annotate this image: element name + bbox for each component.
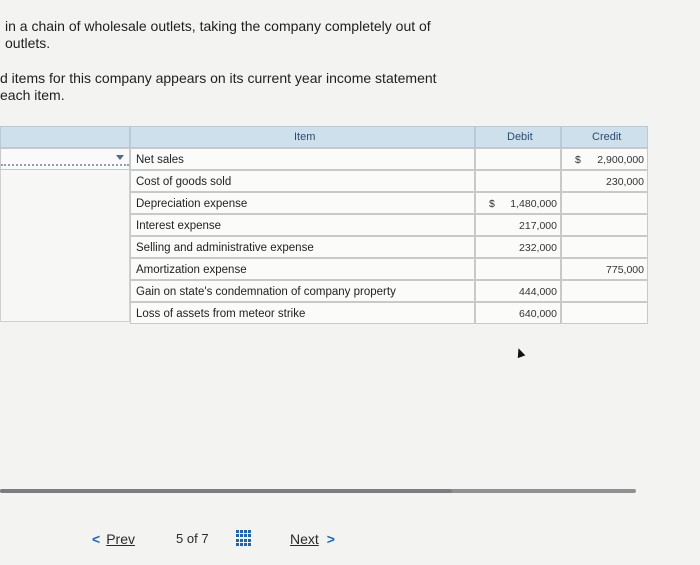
debit-input[interactable]	[475, 192, 561, 214]
debit-value: 444,000	[519, 286, 557, 298]
credit-input[interactable]	[561, 148, 648, 170]
item-dropdown[interactable]	[130, 236, 475, 258]
chevron-left-icon: <	[92, 531, 101, 547]
credit-value: 775,000	[606, 264, 644, 276]
credit-input[interactable]	[561, 214, 648, 236]
item-dropdown[interactable]	[130, 302, 475, 324]
grid-menu-icon[interactable]	[236, 530, 252, 546]
credit-input[interactable]	[561, 258, 648, 280]
item-label: Depreciation expense	[136, 198, 248, 210]
dropdown-chevron-icon[interactable]	[116, 155, 124, 160]
income-statement-table	[0, 126, 648, 322]
table-row	[130, 170, 648, 192]
mouse-pointer-icon	[515, 347, 526, 358]
item-label: Net sales	[136, 154, 184, 166]
instructions-paragraph-1	[0, 18, 431, 52]
selector-dotted-line	[1, 164, 129, 166]
row-selector-field[interactable]	[0, 148, 130, 170]
page-total: 7	[201, 531, 209, 546]
instructions-line-3: d items for this company appears on its current year income statement	[0, 70, 437, 86]
debit-value: 640,000	[519, 308, 557, 320]
header-item	[130, 126, 475, 148]
next-label: Next	[290, 531, 319, 547]
table-row	[130, 214, 648, 236]
debit-value: 232,000	[519, 242, 557, 254]
table-row	[130, 302, 648, 324]
instructions-line-2: outlets.	[5, 35, 51, 51]
debit-input[interactable]	[475, 170, 561, 192]
currency-symbol: $	[489, 198, 495, 210]
next-button[interactable]	[290, 531, 335, 547]
instructions-line-1: in a chain of wholesale outlets, taking the company completely out of	[5, 18, 431, 34]
progress-bar	[0, 489, 636, 493]
credit-value: 2,900,000	[597, 154, 644, 166]
item-dropdown[interactable]	[130, 258, 475, 280]
chevron-right-icon: >	[326, 531, 335, 547]
debit-input[interactable]	[475, 302, 561, 324]
table-row	[130, 280, 648, 302]
table-row	[130, 236, 648, 258]
currency-symbol: $	[575, 154, 581, 166]
item-label: Selling and administrative expense	[136, 242, 314, 254]
page-of: of	[186, 531, 198, 546]
header-debit	[475, 126, 561, 148]
credit-input[interactable]	[561, 170, 648, 192]
debit-input[interactable]	[475, 280, 561, 302]
debit-input[interactable]	[475, 148, 561, 170]
header-item-label: Item	[294, 131, 316, 143]
item-label: Gain on state's condemnation of company property	[136, 286, 396, 298]
item-dropdown[interactable]	[130, 214, 475, 236]
credit-value: 230,000	[606, 176, 644, 188]
debit-value: 217,000	[519, 220, 557, 232]
item-label: Interest expense	[136, 220, 222, 232]
item-dropdown[interactable]	[130, 148, 475, 170]
item-dropdown[interactable]	[130, 280, 475, 302]
prev-button[interactable]	[92, 531, 135, 547]
page-indicator	[176, 531, 209, 546]
item-label: Cost of goods sold	[136, 176, 232, 188]
debit-input[interactable]	[475, 214, 561, 236]
header-blank	[0, 126, 130, 148]
instructions-paragraph-2	[0, 70, 437, 104]
header-credit	[561, 126, 648, 148]
credit-input[interactable]	[561, 280, 648, 302]
instructions-line-4: each item.	[0, 87, 65, 103]
item-dropdown[interactable]	[130, 192, 475, 214]
debit-input[interactable]	[475, 258, 561, 280]
table-row	[130, 148, 648, 170]
left-column	[0, 170, 130, 322]
table-row	[130, 192, 648, 214]
debit-value: 1,480,000	[510, 198, 557, 210]
progress-bar-fill	[0, 489, 452, 493]
credit-input[interactable]	[561, 236, 648, 258]
item-label: Amortization expense	[136, 264, 247, 276]
prev-label: Prev	[106, 531, 135, 547]
table-row	[130, 258, 648, 280]
item-label: Loss of assets from meteor strike	[136, 308, 306, 320]
item-dropdown[interactable]	[130, 170, 475, 192]
header-debit-label: Debit	[507, 131, 533, 143]
page-current: 5	[176, 531, 184, 546]
debit-input[interactable]	[475, 236, 561, 258]
credit-input[interactable]	[561, 302, 648, 324]
header-credit-label: Credit	[592, 131, 622, 143]
credit-input[interactable]	[561, 192, 648, 214]
